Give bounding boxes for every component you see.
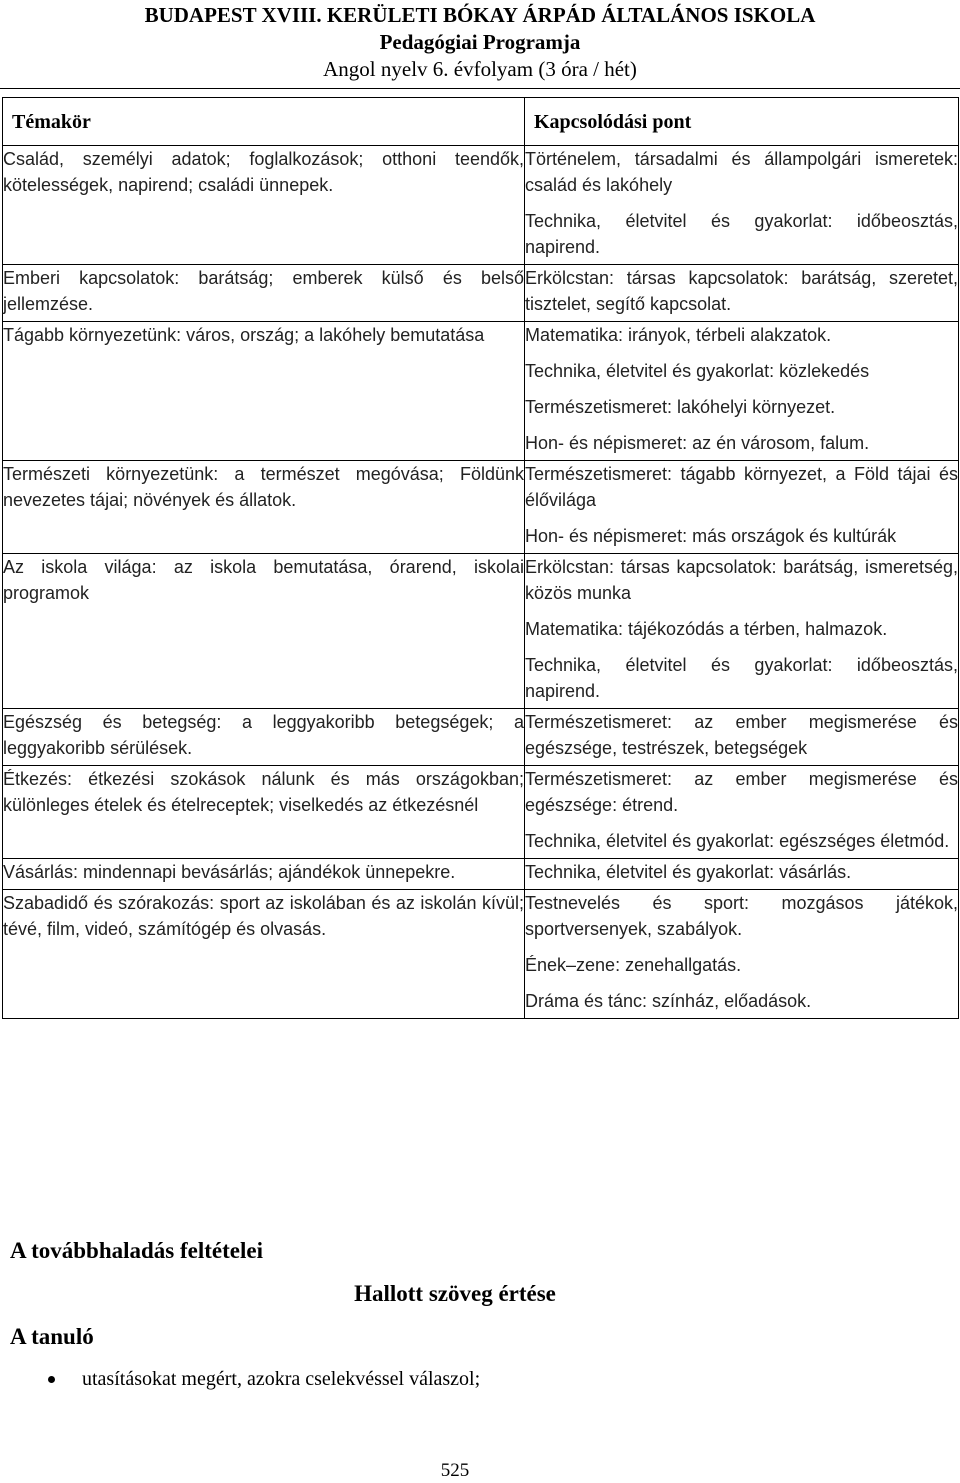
table-row — [3, 461, 959, 554]
page-number: 525 — [440, 1460, 470, 1481]
link-item: Természetismeret: az ember megismerése és egészsége, testrészek, betegségek — [525, 712, 958, 758]
school-name: BUDAPEST XVIII. KERÜLETI BÓKAY ÁRPÁD ÁLTALÁNOS ISKOLA — [144, 3, 816, 27]
table-header-row — [3, 98, 959, 146]
links-cell — [525, 859, 959, 890]
link-item: Természetismeret: tágabb környezet, a Föld tájai és élővilága — [525, 464, 958, 510]
topics-table — [2, 97, 959, 1019]
link-item: Technika, életvitel és gyakorlat: közlekedés — [525, 361, 870, 381]
link-item: Dráma és tánc: színház, előadások. — [525, 991, 812, 1011]
table-row — [3, 859, 959, 890]
link-item: Természetismeret: az ember megismerése és egészsége: étrend. — [525, 769, 958, 815]
link-item: Testnevelés és sport: mozgásos játékok, sportversenyek, szabályok. — [525, 893, 958, 939]
table-row — [3, 265, 959, 322]
table-row — [3, 766, 959, 859]
link-item: Matematika: tájékozódás a térben, halmazok. — [525, 619, 888, 639]
topic-cell: Vásárlás: mindennapi bevásárlás; ajándékok ünnepekre. — [3, 859, 525, 890]
link-item: Erkölcstan: társas kapcsolatok: barátság, szeretet, tisztelet, segítő kapcsolat. — [525, 268, 958, 314]
link-item: Erkölcstan: társas kapcsolatok: barátság, ismeretség, közös munka — [525, 557, 958, 603]
link-item: Technika, életvitel és gyakorlat: időbeosztás, napirend. — [525, 211, 958, 257]
header-divider — [0, 88, 960, 89]
topic-cell: Természeti környezetünk: a természet megóvása; Földünk nevezetes tájai; növények és állatok. — [3, 461, 525, 554]
link-item: Technika, életvitel és gyakorlat: időbeosztás, napirend. — [525, 655, 958, 701]
subject-subtitle: Angol nyelv 6. évfolyam (3 óra / hét) — [323, 57, 637, 81]
link-item: Technika, életvitel és gyakorlat: egészséges életmód. — [525, 831, 950, 851]
column-header-topic: Témakör — [3, 98, 525, 146]
links-cell — [525, 766, 959, 859]
links-cell — [525, 461, 959, 554]
link-item: Természetismeret: lakóhelyi környezet. — [525, 397, 836, 417]
link-item: Technika, életvitel és gyakorlat: vásárlás. — [525, 862, 852, 882]
link-item: Matematika: irányok, térbeli alakzatok. — [525, 325, 832, 345]
document-header — [0, 0, 960, 83]
bullet-text: utasításokat megért, azokra cselekvéssel válaszol; — [82, 1368, 481, 1390]
table-row — [3, 709, 959, 766]
table-row — [3, 554, 959, 709]
topic-cell: Szabadidő és szórakozás: sport az iskolában és az iskolán kívül; tévé, film, videó, számítógép és olvasás. — [3, 890, 525, 1019]
listening-heading: Hallott szöveg értése — [354, 1281, 556, 1306]
topic-cell: Család, személyi adatok; foglalkozások; otthoni teendők, kötelességek, napirend; családi ünnepek. — [3, 146, 525, 265]
link-item: Ének–zene: zenehallgatás. — [525, 955, 742, 975]
topic-cell: Tágabb környezetünk: város, ország; a lakóhely bemutatása — [3, 322, 525, 461]
table-row — [3, 890, 959, 1019]
topic-cell: Az iskola világa: az iskola bemutatása, órarend, iskolai programok — [3, 554, 525, 709]
link-item: Hon- és népismeret: az én városom, falum. — [525, 433, 870, 453]
table-row — [3, 146, 959, 265]
student-heading: A tanuló — [10, 1324, 94, 1349]
topic-cell: Étkezés: étkezési szokások nálunk és más országokban; különleges ételek és ételreceptek; viselkedés az étkezésnél — [3, 766, 525, 859]
links-cell — [525, 265, 959, 322]
links-cell — [525, 709, 959, 766]
links-cell — [525, 322, 959, 461]
links-cell — [525, 554, 959, 709]
continuation-heading: A továbbhaladás feltételei — [10, 1238, 263, 1263]
links-cell — [525, 890, 959, 1019]
topic-cell: Egészség és betegség: a leggyakoribb betegségek; a leggyakoribb sérülések. — [3, 709, 525, 766]
bullet-icon — [48, 1376, 55, 1383]
link-item: Történelem, társadalmi és állampolgári ismeretek: család és lakóhely — [525, 149, 958, 195]
program-title: Pedagógiai Programja — [379, 30, 581, 54]
table-row — [3, 322, 959, 461]
links-cell — [525, 146, 959, 265]
link-item: Hon- és népismeret: más országok és kultúrák — [525, 526, 897, 546]
column-header-links: Kapcsolódási pont — [525, 98, 959, 146]
topic-cell: Emberi kapcsolatok: barátság; emberek külső és belső jellemzése. — [3, 265, 525, 322]
list-item — [48, 1368, 480, 1391]
